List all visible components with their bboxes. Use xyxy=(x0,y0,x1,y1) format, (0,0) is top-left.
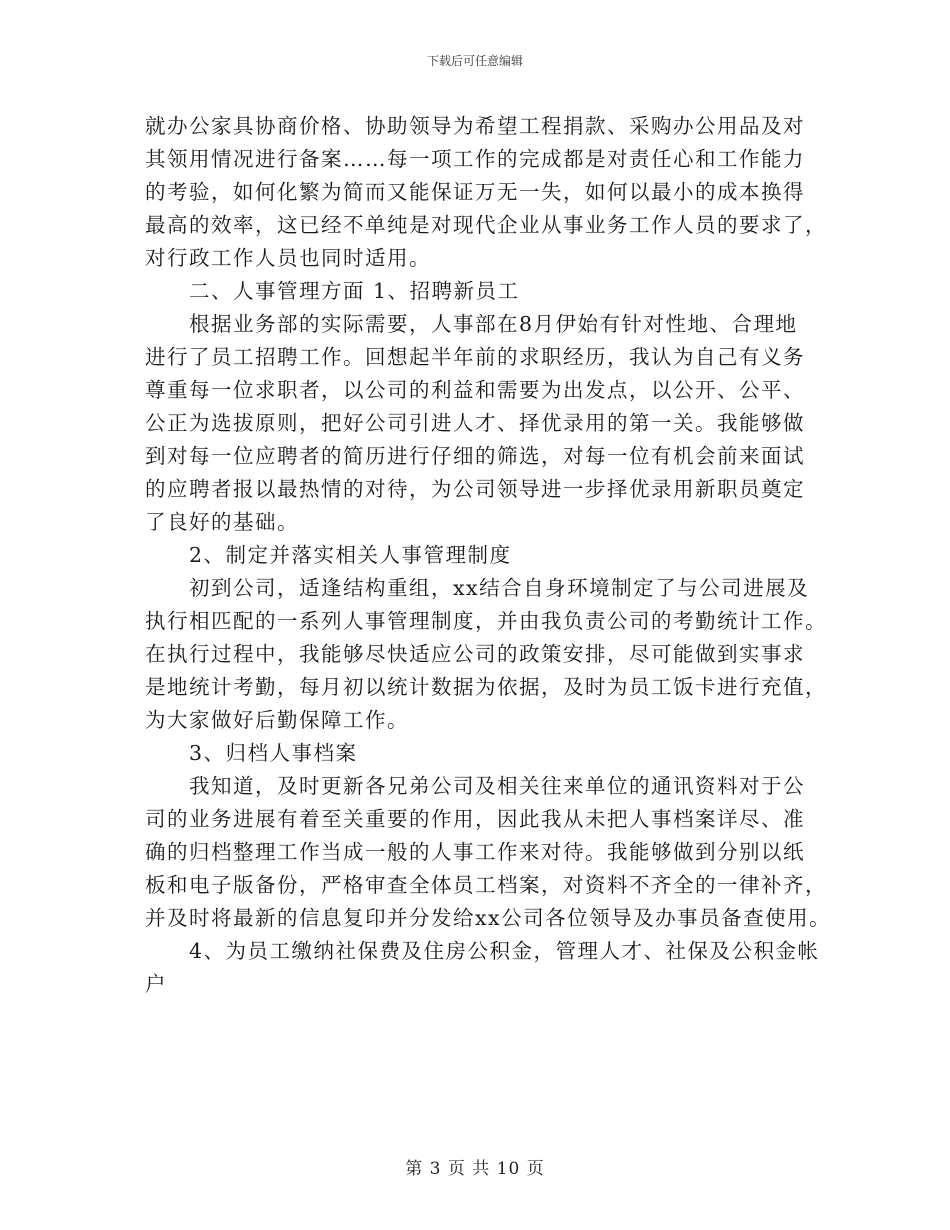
text-line: 对行政工作人员也同时适用。 xyxy=(145,246,431,270)
text-line: 的应聘者报以最热情的对待，为公司领导进一步择优录用新职员奠定 xyxy=(145,477,805,501)
text-line: 进行了员工招聘工作。回想起半年前的求职经历，我认为自己有义务 xyxy=(145,345,805,369)
text-line: 板和电子版备份，严格审查全体员工档案，对资料不齐全的一律补齐， xyxy=(145,873,827,897)
section-heading: 3、归档人事档案 xyxy=(145,741,358,765)
text-line: 公正为选拔原则，把好公司引进人才、择优录用的第一关。我能够做 xyxy=(145,411,805,435)
section-heading: 二、人事管理方面 1、招聘新员工 xyxy=(145,279,520,303)
text-line: 到对每一位应聘者的简历进行仔细的筛选，对每一位有机会前来面试 xyxy=(145,444,805,468)
text-line: 并及时将最新的信息复印并分发给xx公司各位领导及办事员备查使用。 xyxy=(145,906,832,930)
text-line: 的考验，如何化繁为简而又能保证万无一失，如何以最小的成本换得 xyxy=(145,180,805,204)
text-line: 我知道，及时更新各兄弟公司及相关往来单位的通讯资料对于公 xyxy=(145,774,805,798)
text-line: 尊重每一位求职者，以公司的利益和需要为出发点，以公开、公平、 xyxy=(145,378,805,402)
page-number-footer: 第 3 页 共 10 页 xyxy=(405,1159,545,1179)
text-line: 最高的效率，这已经不单纯是对现代企业从事业务工作人员的要求了， xyxy=(145,213,827,237)
section-heading: 4、为员工缴纳社保费及住房公积金，管理人才、社保及公积金帐 xyxy=(145,939,820,963)
text-line: 司的业务进展有着至关重要的作用，因此我从未把人事档案详尽、准 xyxy=(145,807,805,831)
text-line: 户 xyxy=(145,972,167,996)
text-line: 为大家做好后勤保障工作。 xyxy=(145,708,409,732)
page-header: 下载后可任意编辑 xyxy=(426,54,523,68)
text-line: 根据业务部的实际需要，人事部在8月伊始有针对性地、合理地 xyxy=(145,312,798,336)
text-line: 在执行过程中，我能够尽快适应公司的政策安排，尽可能做到实事求 xyxy=(145,642,805,666)
text-line: 确的归档整理工作当成一般的人事工作来对待。我能够做到分别以纸 xyxy=(145,840,805,864)
document-body xyxy=(145,110,832,1001)
text-line: 就办公家具协商价格、协助领导为希望工程捐款、采购办公用品及对 xyxy=(145,114,805,138)
section-heading: 2、制定并落实相关人事管理制度 xyxy=(145,543,512,567)
text-line: 其领用情况进行备案……每一项工作的完成都是对责任心和工作能力 xyxy=(145,147,805,171)
text-line: 是地统计考勤，每月初以统计数据为依据，及时为员工饭卡进行充值， xyxy=(145,675,827,699)
text-line: 了良好的基础。 xyxy=(145,510,299,534)
text-line: 初到公司，适逢结构重组，xx结合自身环境制定了与公司进展及 xyxy=(145,576,810,600)
text-line: 执行相匹配的一系列人事管理制度，并由我负责公司的考勤统计工作。 xyxy=(145,609,827,633)
